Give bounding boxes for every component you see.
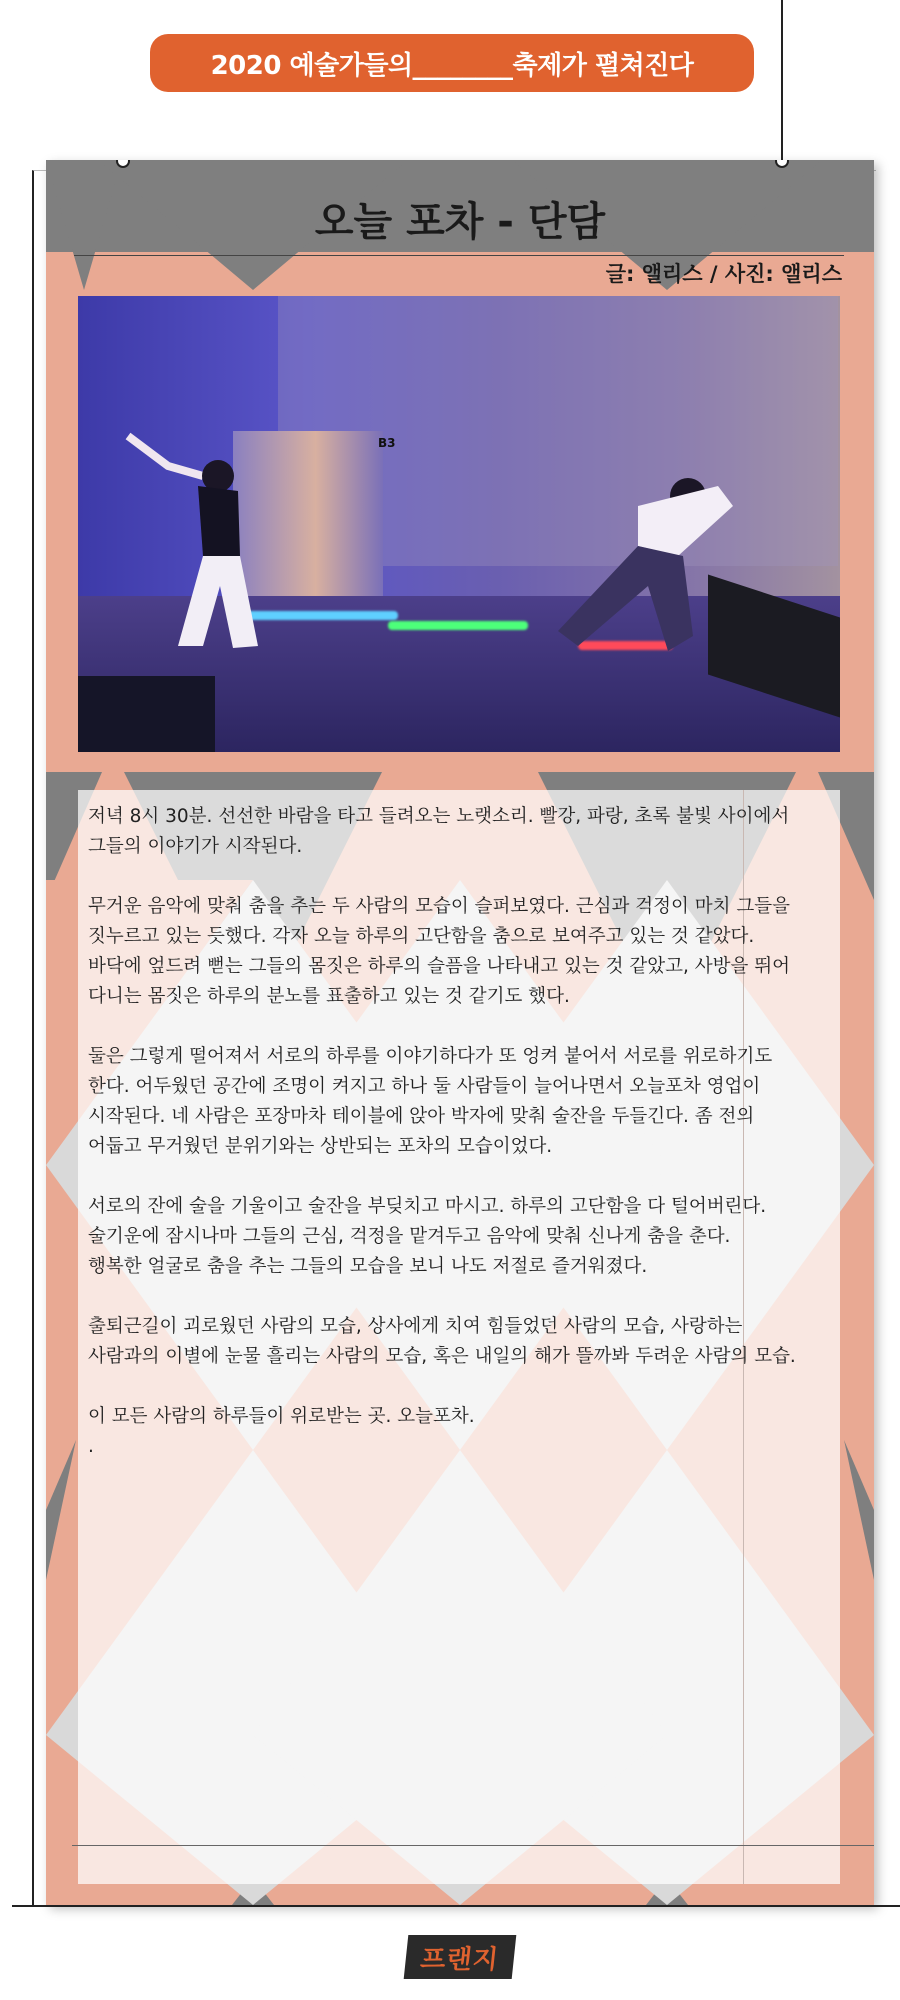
body-paragraph: 출퇴근길이 괴로웠던 사람의 모습, 상사에게 치여 힘들었던 사람의 모습, 사랑하는 사람과의 이별에 눈물 흘리는 사람의 모습, 혹은 내일의 해가 뜰까봐 두려운 사람의 모습.	[88, 1316, 796, 1367]
body-paragraph: 서로의 잔에 술을 기울이고 술잔을 부딪치고 마시고. 하루의 고단함을 다 털어버린다. 술기운에 잠시나마 그들의 근심, 걱정을 맡겨두고 음악에 맞춰 신나게 춤을 춘다. 행복한 얼굴로 춤을 추는 그들의 모습을 보니 나도 저절로 즐거워졌다.	[88, 1196, 767, 1277]
article-card	[46, 160, 874, 1905]
title-divider	[74, 255, 844, 256]
brand-logo-text: 프랜지	[418, 1944, 501, 1975]
photo-speaker-box	[78, 676, 215, 752]
banner-text: 2020 예술가들의________축제가 펼쳐진다	[210, 50, 694, 81]
ground-line	[12, 1905, 900, 1907]
hanging-string	[781, 0, 783, 160]
photo-floor-sign: B3	[378, 436, 396, 450]
article-photo	[78, 296, 840, 752]
photo-dancer-left	[108, 426, 288, 666]
article-body	[88, 802, 833, 1492]
article-byline: 글: 앨리스 / 사진: 앨리스	[605, 262, 842, 286]
photo-led-green	[388, 621, 528, 630]
bottom-divider	[72, 1845, 874, 1846]
body-paragraph: 이 모든 사람의 하루들이 위로받는 곳. 오늘포차. .	[88, 1406, 475, 1457]
festival-banner	[150, 34, 754, 92]
body-paragraph: 무거운 음악에 맞춰 춤을 추는 두 사람의 모습이 슬퍼보였다. 근심과 걱정이 마치 그들을 짓누르고 있는 듯했다. 각자 오늘 하루의 고단함을 춤으로 보여주고 있는 것 같았다. 바닥에 엎드려 뻗는 그들의 몸짓은 하루의 슬픔을 나타내고 있는 것 같았고, 사방을 뛰어 다니는 몸짓은 하루의 분노를 표출하고 있는 것 같기도 했다.	[88, 896, 790, 1007]
body-paragraph: 둘은 그렇게 떨어져서 서로의 하루를 이야기하다가 또 엉켜 붙어서 서로를 위로하기도 한다. 어두웠던 공간에 조명이 켜지고 하나 둘 사람들이 늘어나면서 오늘포차 영업이 시작된다. 네 사람은 포장마차 테이블에 앉아 박자에 맞춰 술잔을 두들긴다. 좀 전의 어둡고 무거웠던 분위기와는 상반되는 포차의 모습이었다.	[88, 1046, 773, 1157]
photo-dancer-right	[518, 466, 758, 706]
article-title: 오늘 포차 - 단담	[314, 199, 606, 245]
brand-logo[interactable]	[404, 1935, 517, 1979]
article-body-panel	[78, 790, 840, 1884]
body-paragraph: 저녁 8시 30분. 선선한 바람을 타고 들려오는 노랫소리. 빨강, 파랑, 초록 불빛 사이에서 그들의 이야기가 시작된다.	[88, 806, 790, 857]
